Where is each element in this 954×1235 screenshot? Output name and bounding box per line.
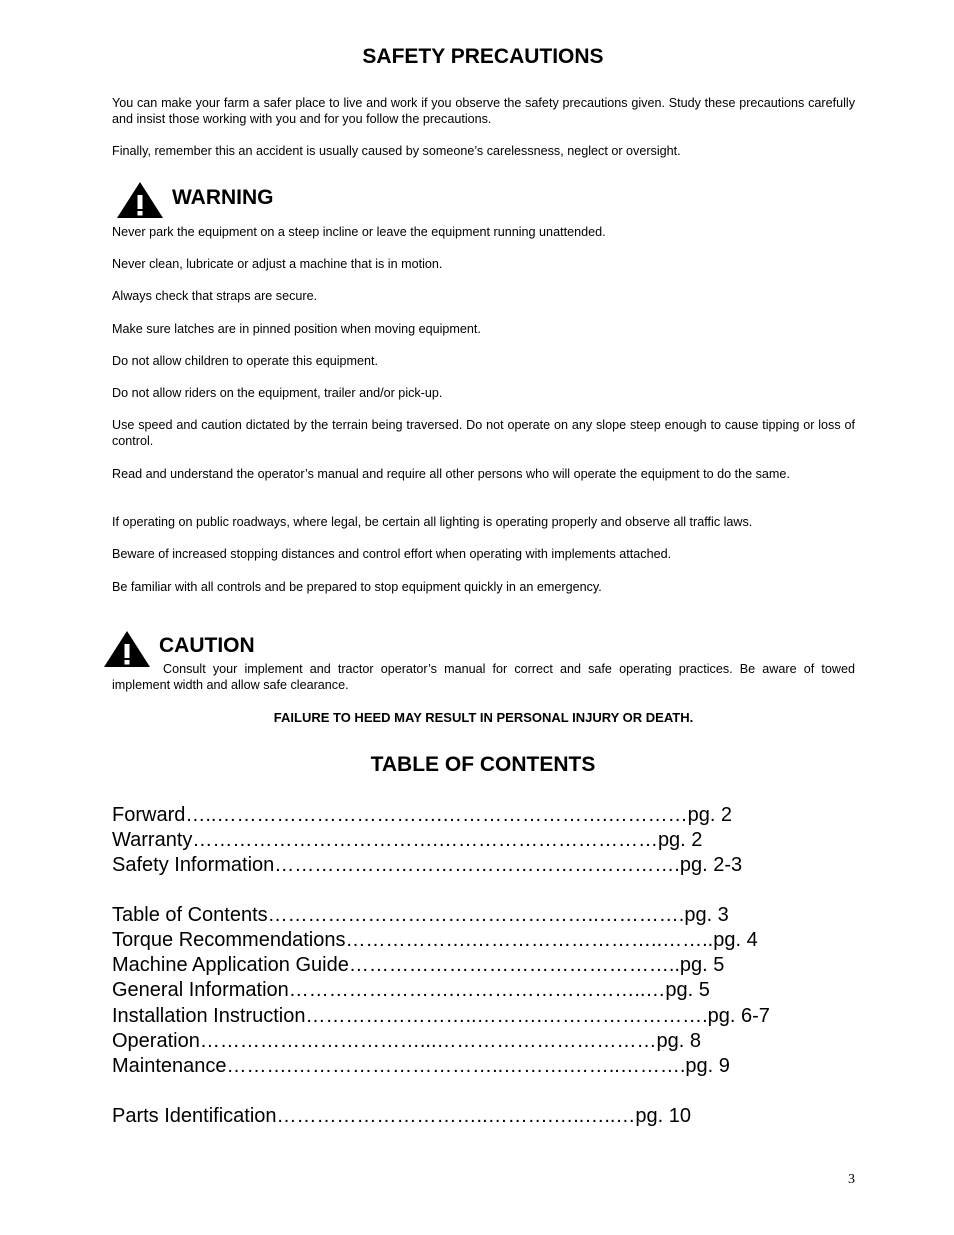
toc-entry: Machine Application Guide…………………………………………..pg. 5 [112, 954, 725, 976]
intro-paragraph: You can make your farm a safer place to live and work if you observe the safety precautions given. Study these precautions carefully and insist those working with you and for you follow the precautions. [112, 96, 855, 126]
warning-item: Never clean, lubricate or adjust a machine that is in motion. [112, 257, 443, 271]
warning-item: Be familiar with all controls and be prepared to stop equipment quickly in an emergency. [112, 580, 602, 594]
warning-item: Never park the equipment on a steep incline or leave the equipment running unattended. [112, 225, 606, 239]
page-title: SAFETY PRECAUTIONS [362, 45, 604, 68]
toc-entry: Table of Contents…………………………………………..………….pg. 3 [112, 904, 729, 926]
warning-heading-row [116, 181, 274, 219]
toc-entry: Installation Instruction……………………..……….…………………….pg. 6-7 [112, 1005, 770, 1027]
warning-item: Make sure latches are in pinned position when moving equipment. [112, 322, 481, 336]
toc-entry: Torque Recommendations……………….………………………..……..pg. 4 [112, 929, 758, 951]
intro-paragraph: Finally, remember this an accident is usually caused by someone’s carelessness, neglect or oversight. [112, 144, 681, 158]
toc-entry: Safety Information…………………………………………………….pg. 2-3 [112, 854, 743, 876]
page-number: 3 [848, 1172, 855, 1187]
toc-entry: Operation……………………………...……………………………pg. 8 [112, 1030, 701, 1052]
warning-item: Read and understand the operator’s manual and require all other persons who will operate the equipment to do the same. [112, 467, 790, 481]
warning-item: Do not allow riders on the equipment, trailer and/or pick-up. [112, 386, 443, 400]
warning-item: Beware of increased stopping distances and control effort when operating with implements attached. [112, 547, 672, 561]
toc-entry: Maintenance……….…………………………..……….……..……….pg. 9 [112, 1055, 730, 1077]
warning-item: If operating on public roadways, where legal, be certain all lighting is operating properly and observe all traffic laws. [112, 515, 753, 529]
toc-entry: Parts Identification…………………………..……….…..…..…pg. 10 [112, 1105, 692, 1127]
warning-heading: WARNING [172, 186, 274, 209]
failure-notice: FAILURE TO HEED MAY RESULT IN PERSONAL INJURY OR DEATH. [273, 710, 694, 725]
warning-item: Do not allow children to operate this equipment. [112, 354, 379, 368]
warning-item: Always check that straps are secure. [112, 289, 318, 303]
toc-title: TABLE OF CONTENTS [370, 753, 596, 776]
warning-item: Use speed and caution dictated by the terrain being traversed. Do not operate on any slope steep enough to cause tipping or loss of control. [112, 418, 855, 448]
hazard-triangle-icon [116, 181, 164, 219]
toc-entry: Warranty……………………………….……………………………pg. 2 [112, 829, 703, 851]
caution-heading: CAUTION [159, 634, 255, 657]
caution-text: Consult your implement and tractor operator’s manual for correct and safe operating practices. Be aware of towed implement width and allow safe clearance. [112, 662, 855, 692]
toc-entry: Forward…..…………………………….…………………….…………pg. 2 [112, 804, 733, 826]
toc-entry: General Information…………………….………………………..…pg. 5 [112, 979, 710, 1001]
